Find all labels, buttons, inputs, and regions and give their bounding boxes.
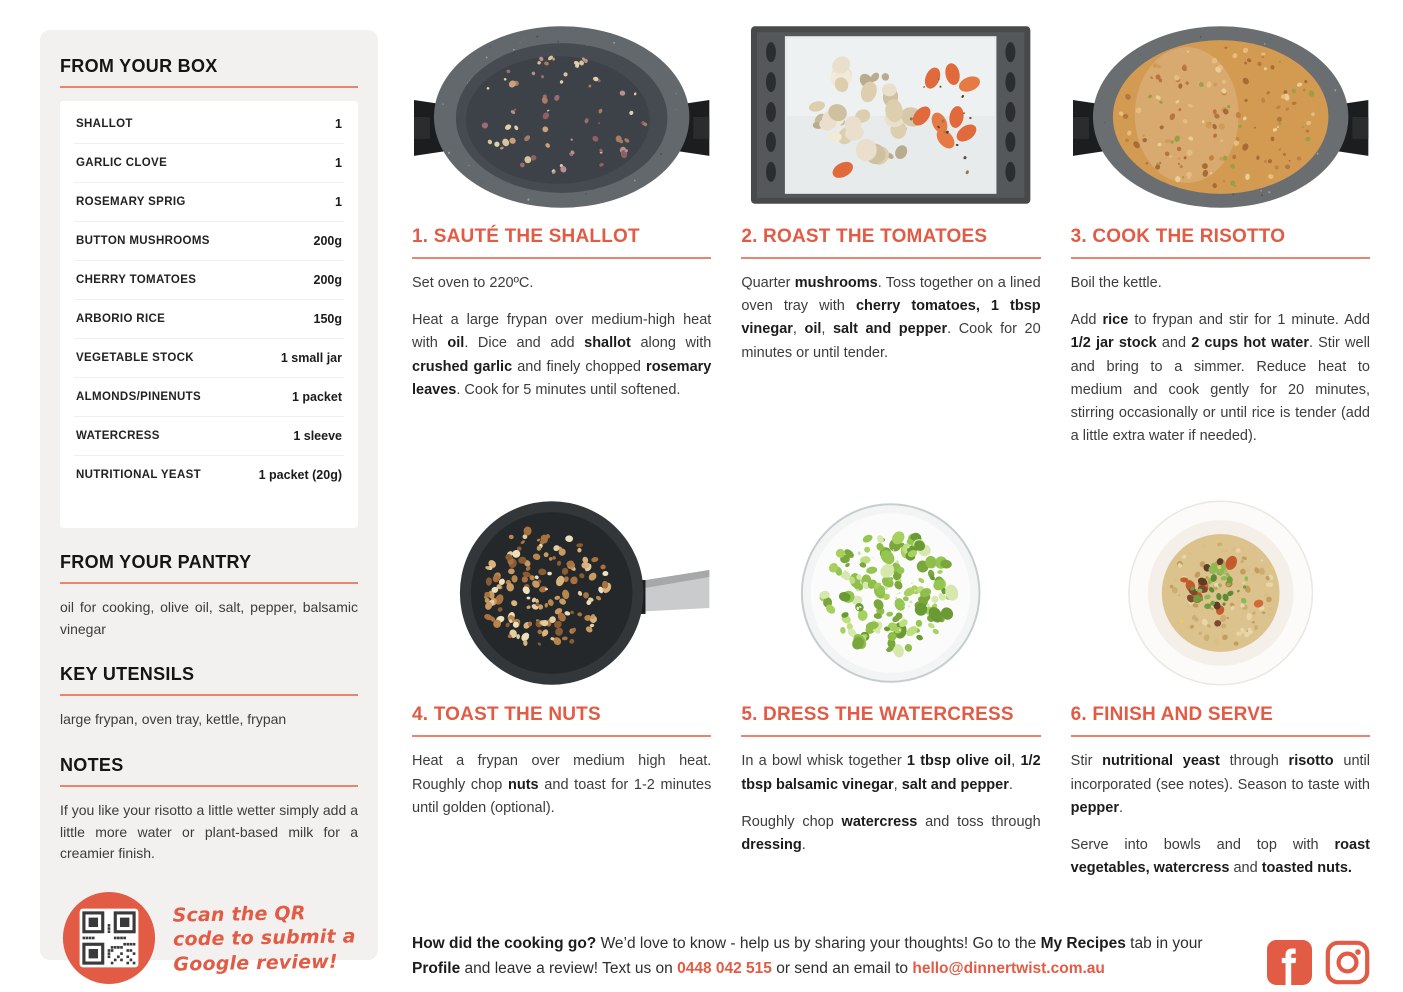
step-2 [741,20,1040,462]
step-1-paragraph: Set oven to 220ºC. [412,275,534,291]
step-5-photo-watercress-bowl [741,498,1040,688]
footer [412,932,1370,985]
step-6-photo-plated-risotto [1071,498,1370,688]
ingredient-qty: 1 packet [291,390,342,404]
ingredient-qty: 200g [313,234,342,248]
step-3-paragraph: Add rice to frypan and stir for 1 minute. Add 1/2 jar stock and 2 cups hot water. Stir well and bring to a simmer. Reduce heat to medium and cook gently for 20 minutes, stirring occasionally or until rice is tender (add a little extra water if needed). [1070,312,1371,445]
step-3-title: 3. COOK THE RISOTTO [1071,226,1370,259]
step-2-paragraph: Quarter mushrooms. Toss together on a lined oven tray with cherry tomatoes, 1 tbsp vinegar, oil, salt and pepper. Cook for 20 minutes or until tender. [741,275,1041,361]
step-5-paragraph: Roughly chop watercress and toss through dressing. [741,813,1041,853]
ingredient-row [74,300,344,339]
ingredient-name: GARLIC CLOVE [76,157,168,169]
ingredient-row [74,222,344,261]
pantry-text: oil for cooking, olive oil, salt, pepper, balsamic vinegar [60,599,358,637]
ingredient-row [74,456,344,494]
ingredient-row [74,105,344,144]
step-3-photo-risotto-pan [1071,20,1370,210]
from-your-box-title: FROM YOUR BOX [60,56,358,88]
qr-code-icon [60,889,158,987]
footer-text: How did the cooking go? We’d love to know - help us by sharing your thoughts! Go to the My Recipes tab in your Profile and leave a review! Text us on 0448 042 515 or send an email to hello@dinnertwist.com.au [412,935,1203,977]
ingredient-name: ROSEMARY SPRIG [76,196,186,208]
ingredient-row [74,378,344,417]
instagram-icon[interactable] [1325,940,1370,985]
ingredients-table [60,101,358,528]
ingredient-qty: 1 small jar [280,351,342,365]
ingredient-name: BUTTON MUSHROOMS [76,235,210,247]
ingredient-qty: 1 packet (20g) [258,468,342,482]
step-1 [412,20,711,462]
step-2-title: 2. ROAST THE TOMATOES [741,226,1040,259]
ingredient-name: WATERCRESS [76,430,160,442]
ingredient-name: SHALLOT [76,118,133,130]
sidebar-panel [40,30,378,975]
ingredient-name: VEGETABLE STOCK [76,352,194,364]
qr-review-section [60,889,358,987]
ingredient-name: ARBORIO RICE [76,313,166,325]
ingredient-row [74,417,344,456]
ingredient-qty: 1 [335,117,342,131]
key-utensils-title: KEY UTENSILS [60,664,358,696]
step-6-title: 6. FINISH AND SERVE [1071,704,1370,737]
step-4-photo-nuts-pan [412,498,711,688]
step-1-title: 1. SAUTÉ THE SHALLOT [412,226,711,259]
step-3 [1071,20,1370,462]
ingredient-row [74,183,344,222]
step-4 [412,498,711,894]
ingredient-row [74,339,344,378]
ingredient-name: NUTRITIONAL YEAST [76,469,202,481]
step-4-paragraph: Heat a frypan over medium high heat. Roughly chop nuts and toast for 1-2 minutes until golden (optional). [412,753,712,816]
ingredient-name: CHERRY TOMATOES [76,274,197,286]
instructions-area [412,20,1370,985]
step-3-paragraph: Boil the kettle. [1070,275,1162,291]
step-2-photo-oven-tray [741,20,1040,210]
ingredient-qty: 1 [335,195,342,209]
step-6 [1071,498,1370,894]
facebook-icon[interactable] [1267,940,1312,985]
notes-title: NOTES [60,755,358,787]
step-6-paragraph: Stir nutritional yeast through risotto until incorporated (see notes). Season to taste with pepper. [1070,753,1370,816]
step-6-paragraph: Serve into bowls and top with roast vegetables, watercress and toasted nuts. [1070,836,1370,877]
ingredient-row [74,144,344,183]
ingredient-qty: 1 sleeve [293,429,342,443]
step-5-title: 5. DRESS THE WATERCRESS [741,704,1040,737]
ingredient-qty: 200g [313,273,342,287]
step-4-title: 4. TOAST THE NUTS [412,704,711,737]
from-your-pantry-title: FROM YOUR PANTRY [60,552,358,584]
step-1-paragraph: Heat a large frypan over medium-high heat with oil. Dice and add shallot along with crushed garlic and finely chopped rosemary leaves. Cook for 5 minutes until softened. [412,312,712,398]
social-links [1267,932,1370,985]
ingredient-row [74,261,344,300]
steps-grid [412,20,1370,894]
ingredient-name: ALMONDS/PINENUTS [76,391,202,403]
ingredient-qty: 1 [335,156,342,170]
step-5-paragraph: In a bowl whisk together 1 tbsp olive oil, 1/2 tbsp balsamic vinegar, salt and pepper. [741,753,1041,793]
qr-caption: Scan the QR code to submit a Google review! [172,901,356,975]
step-5 [741,498,1040,894]
ingredient-qty: 150g [313,312,342,326]
utensils-text: large frypan, oven tray, kettle, frypan [60,711,287,728]
step-1-photo-saute-pan [412,20,711,210]
notes-text: If you like your risotto a little wetter simply add a little more water or plant-based milk for a creamier finish. [60,802,358,862]
